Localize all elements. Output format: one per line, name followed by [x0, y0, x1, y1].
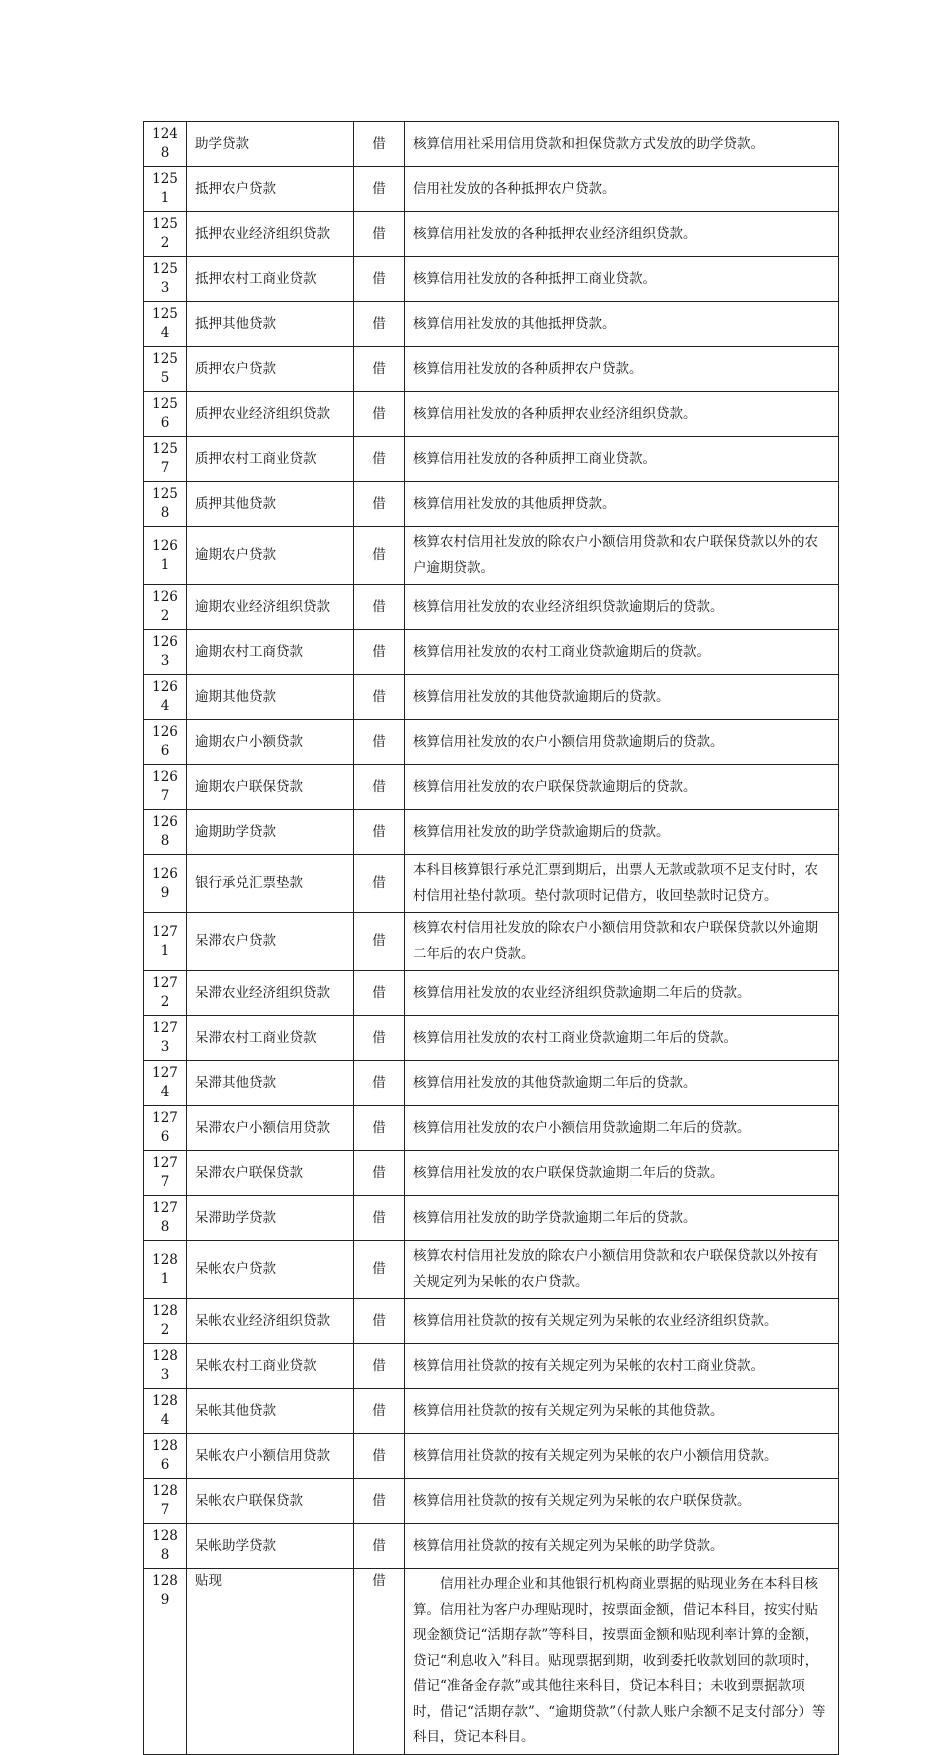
account-table-body — [144, 122, 839, 1755]
balance-direction: 借 — [354, 257, 405, 302]
account-name: 逾期其他贷款 — [187, 675, 354, 720]
balance-direction: 借 — [354, 1524, 405, 1569]
balance-direction: 借 — [354, 1389, 405, 1434]
account-code: 1268 — [144, 810, 187, 855]
account-description: 核算信用社贷款的按有关规定列为呆帐的农户小额信用贷款。 — [405, 1434, 839, 1479]
table-row — [144, 212, 839, 257]
account-name: 质押其他贷款 — [187, 482, 354, 527]
account-name: 银行承兑汇票垫款 — [187, 855, 354, 913]
account-description: 核算信用社发放的助学贷款逾期后的贷款。 — [405, 810, 839, 855]
balance-direction: 借 — [354, 1106, 405, 1151]
account-description: 核算信用社贷款的按有关规定列为呆帐的其他贷款。 — [405, 1389, 839, 1434]
balance-direction: 借 — [354, 1569, 405, 1755]
account-code: 1272 — [144, 971, 187, 1016]
balance-direction: 借 — [354, 212, 405, 257]
account-name: 逾期农业经济组织贷款 — [187, 585, 354, 630]
account-code: 1261 — [144, 527, 187, 585]
account-name: 抵押农村工商业贷款 — [187, 257, 354, 302]
account-description: 核算信用社发放的各种抵押工商业贷款。 — [405, 257, 839, 302]
account-name: 逾期农户联保贷款 — [187, 765, 354, 810]
account-description: 核算信用社发放的农村工商业贷款逾期二年后的贷款。 — [405, 1016, 839, 1061]
account-name: 质押农户贷款 — [187, 347, 354, 392]
account-name: 呆帐助学贷款 — [187, 1524, 354, 1569]
table-row — [144, 1299, 839, 1344]
account-code: 1267 — [144, 765, 187, 810]
account-description: 核算农村信用社发放的除农户小额信用贷款和农户联保贷款以外的农户逾期贷款。 — [405, 527, 839, 585]
account-description: 核算信用社发放的农村工商业贷款逾期后的贷款。 — [405, 630, 839, 675]
account-code: 1251 — [144, 167, 187, 212]
balance-direction: 借 — [354, 855, 405, 913]
table-row — [144, 675, 839, 720]
account-name: 逾期助学贷款 — [187, 810, 354, 855]
table-row — [144, 257, 839, 302]
account-description: 核算信用社发放的其他抵押贷款。 — [405, 302, 839, 347]
table-row — [144, 167, 839, 212]
account-description: 核算信用社贷款的按有关规定列为呆帐的助学贷款。 — [405, 1524, 839, 1569]
balance-direction: 借 — [354, 347, 405, 392]
account-name: 逾期农村工商贷款 — [187, 630, 354, 675]
account-code: 1262 — [144, 585, 187, 630]
balance-direction: 借 — [354, 720, 405, 765]
balance-direction: 借 — [354, 527, 405, 585]
balance-direction: 借 — [354, 1299, 405, 1344]
balance-direction: 借 — [354, 913, 405, 971]
balance-direction: 借 — [354, 1061, 405, 1106]
table-row — [144, 1196, 839, 1241]
table-row — [144, 855, 839, 913]
balance-direction: 借 — [354, 302, 405, 347]
table-row — [144, 810, 839, 855]
account-code: 1271 — [144, 913, 187, 971]
account-name: 质押农村工商业贷款 — [187, 437, 354, 482]
account-description: 核算信用社发放的各种抵押农业经济组织贷款。 — [405, 212, 839, 257]
table-row — [144, 347, 839, 392]
table-row — [144, 482, 839, 527]
table-row — [144, 392, 839, 437]
account-name: 呆滞农户贷款 — [187, 913, 354, 971]
account-description: 本科目核算银行承兑汇票到期后，出票人无款或款项不足支付时，农村信用社垫付款项。垫付款项时记借方，收回垫款时记贷方。 — [405, 855, 839, 913]
account-code: 1256 — [144, 392, 187, 437]
account-description: 核算信用社发放的各种质押农户贷款。 — [405, 347, 839, 392]
balance-direction: 借 — [354, 167, 405, 212]
balance-direction: 借 — [354, 765, 405, 810]
account-code: 1282 — [144, 1299, 187, 1344]
account-name: 呆滞农户小额信用贷款 — [187, 1106, 354, 1151]
account-description: 核算信用社发放的农户联保贷款逾期二年后的贷款。 — [405, 1151, 839, 1196]
account-code: 1258 — [144, 482, 187, 527]
account-description: 核算信用社采用信用贷款和担保贷款方式发放的助学贷款。 — [405, 122, 839, 167]
account-description: 核算信用社发放的其他贷款逾期后的贷款。 — [405, 675, 839, 720]
balance-direction: 借 — [354, 122, 405, 167]
account-name: 抵押其他贷款 — [187, 302, 354, 347]
account-description: 信用社办理企业和其他银行机构商业票据的贴现业务在本科目核算。信用社为客户办理贴现时，按票面金额，借记本科目，按实付贴现金额贷记“活期存款”等科目，按票面金额和贴现利率计算的金额，贷记“利息收入”科目。贴现票据到期，收到委托收款划回的款项时，借记“准备金存款”或其他往来科目，贷记本科目；未收到票据款项时，借记“活期存款”、“逾期贷款”（付款人账户余额不足支付部分）等科目，贷记本科目。 — [405, 1569, 839, 1755]
table-row — [144, 630, 839, 675]
account-description: 信用社发放的各种抵押农户贷款。 — [405, 167, 839, 212]
account-code: 1248 — [144, 122, 187, 167]
account-description: 核算农村信用社发放的除农户小额信用贷款和农户联保贷款以外按有关规定列为呆帐的农户贷款。 — [405, 1241, 839, 1299]
account-code: 1283 — [144, 1344, 187, 1389]
account-code: 1269 — [144, 855, 187, 913]
table-row — [144, 765, 839, 810]
account-code: 1273 — [144, 1016, 187, 1061]
table-row — [144, 1151, 839, 1196]
account-code: 1255 — [144, 347, 187, 392]
table-row — [144, 1106, 839, 1151]
account-description: 核算信用社发放的农户小额信用贷款逾期后的贷款。 — [405, 720, 839, 765]
account-description: 核算信用社发放的农业经济组织贷款逾期后的贷款。 — [405, 585, 839, 630]
balance-direction: 借 — [354, 1016, 405, 1061]
account-name: 呆滞助学贷款 — [187, 1196, 354, 1241]
account-description: 核算信用社发放的其他质押贷款。 — [405, 482, 839, 527]
account-code: 1286 — [144, 1434, 187, 1479]
account-description: 核算农村信用社发放的除农户小额信用贷款和农户联保贷款以外逾期二年后的农户贷款。 — [405, 913, 839, 971]
table-row — [144, 1569, 839, 1755]
table-row — [144, 1016, 839, 1061]
account-description: 核算信用社贷款的按有关规定列为呆帐的农业经济组织贷款。 — [405, 1299, 839, 1344]
account-name: 逾期农户贷款 — [187, 527, 354, 585]
account-description: 核算信用社贷款的按有关规定列为呆帐的农户联保贷款。 — [405, 1479, 839, 1524]
account-name: 助学贷款 — [187, 122, 354, 167]
account-code: 1288 — [144, 1524, 187, 1569]
table-row — [144, 527, 839, 585]
account-description: 核算信用社发放的各种质押工商业贷款。 — [405, 437, 839, 482]
account-code: 1253 — [144, 257, 187, 302]
account-description: 核算信用社发放的其他贷款逾期二年后的贷款。 — [405, 1061, 839, 1106]
account-code: 1281 — [144, 1241, 187, 1299]
balance-direction: 借 — [354, 437, 405, 482]
account-description: 核算信用社发放的助学贷款逾期二年后的贷款。 — [405, 1196, 839, 1241]
account-name: 呆帐农户贷款 — [187, 1241, 354, 1299]
account-code: 1252 — [144, 212, 187, 257]
table-row — [144, 1061, 839, 1106]
account-description: 核算信用社发放的农户联保贷款逾期后的贷款。 — [405, 765, 839, 810]
balance-direction: 借 — [354, 585, 405, 630]
table-row — [144, 913, 839, 971]
account-code: 1276 — [144, 1106, 187, 1151]
account-code: 1264 — [144, 675, 187, 720]
table-row — [144, 122, 839, 167]
table-row — [144, 302, 839, 347]
balance-direction: 借 — [354, 1479, 405, 1524]
account-name: 贴现 — [187, 1569, 354, 1755]
account-code: 1278 — [144, 1196, 187, 1241]
account-description: 核算信用社贷款的按有关规定列为呆帐的农村工商业贷款。 — [405, 1344, 839, 1389]
account-name: 呆滞其他贷款 — [187, 1061, 354, 1106]
table-row — [144, 585, 839, 630]
account-code: 1257 — [144, 437, 187, 482]
balance-direction: 借 — [354, 630, 405, 675]
balance-direction: 借 — [354, 1151, 405, 1196]
balance-direction: 借 — [354, 971, 405, 1016]
account-table — [143, 121, 839, 1755]
account-name: 呆帐其他贷款 — [187, 1389, 354, 1434]
balance-direction: 借 — [354, 1196, 405, 1241]
account-name: 呆滞农业经济组织贷款 — [187, 971, 354, 1016]
account-name: 质押农业经济组织贷款 — [187, 392, 354, 437]
account-code: 1287 — [144, 1479, 187, 1524]
balance-direction: 借 — [354, 810, 405, 855]
account-code: 1263 — [144, 630, 187, 675]
table-row — [144, 1241, 839, 1299]
table-row — [144, 1344, 839, 1389]
table-row — [144, 1524, 839, 1569]
balance-direction: 借 — [354, 1344, 405, 1389]
balance-direction: 借 — [354, 1241, 405, 1299]
account-code: 1284 — [144, 1389, 187, 1434]
account-name: 抵押农户贷款 — [187, 167, 354, 212]
account-name: 呆滞农村工商业贷款 — [187, 1016, 354, 1061]
balance-direction: 借 — [354, 675, 405, 720]
balance-direction: 借 — [354, 482, 405, 527]
table-row — [144, 720, 839, 765]
account-name: 逾期农户小额贷款 — [187, 720, 354, 765]
table-row — [144, 1479, 839, 1524]
account-name: 呆帐农业经济组织贷款 — [187, 1299, 354, 1344]
account-description: 核算信用社发放的农户小额信用贷款逾期二年后的贷款。 — [405, 1106, 839, 1151]
account-description: 核算信用社发放的农业经济组织贷款逾期二年后的贷款。 — [405, 971, 839, 1016]
account-code: 1289 — [144, 1569, 187, 1755]
account-name: 呆帐农户小额信用贷款 — [187, 1434, 354, 1479]
account-description: 核算信用社发放的各种质押农业经济组织贷款。 — [405, 392, 839, 437]
table-row — [144, 437, 839, 482]
balance-direction: 借 — [354, 1434, 405, 1479]
account-name: 呆帐农户联保贷款 — [187, 1479, 354, 1524]
balance-direction: 借 — [354, 392, 405, 437]
table-row — [144, 1434, 839, 1479]
account-name: 呆滞农户联保贷款 — [187, 1151, 354, 1196]
account-code: 1266 — [144, 720, 187, 765]
account-code: 1274 — [144, 1061, 187, 1106]
account-code: 1277 — [144, 1151, 187, 1196]
account-name: 抵押农业经济组织贷款 — [187, 212, 354, 257]
table-row — [144, 1389, 839, 1434]
table-row — [144, 971, 839, 1016]
account-code: 1254 — [144, 302, 187, 347]
account-name: 呆帐农村工商业贷款 — [187, 1344, 354, 1389]
